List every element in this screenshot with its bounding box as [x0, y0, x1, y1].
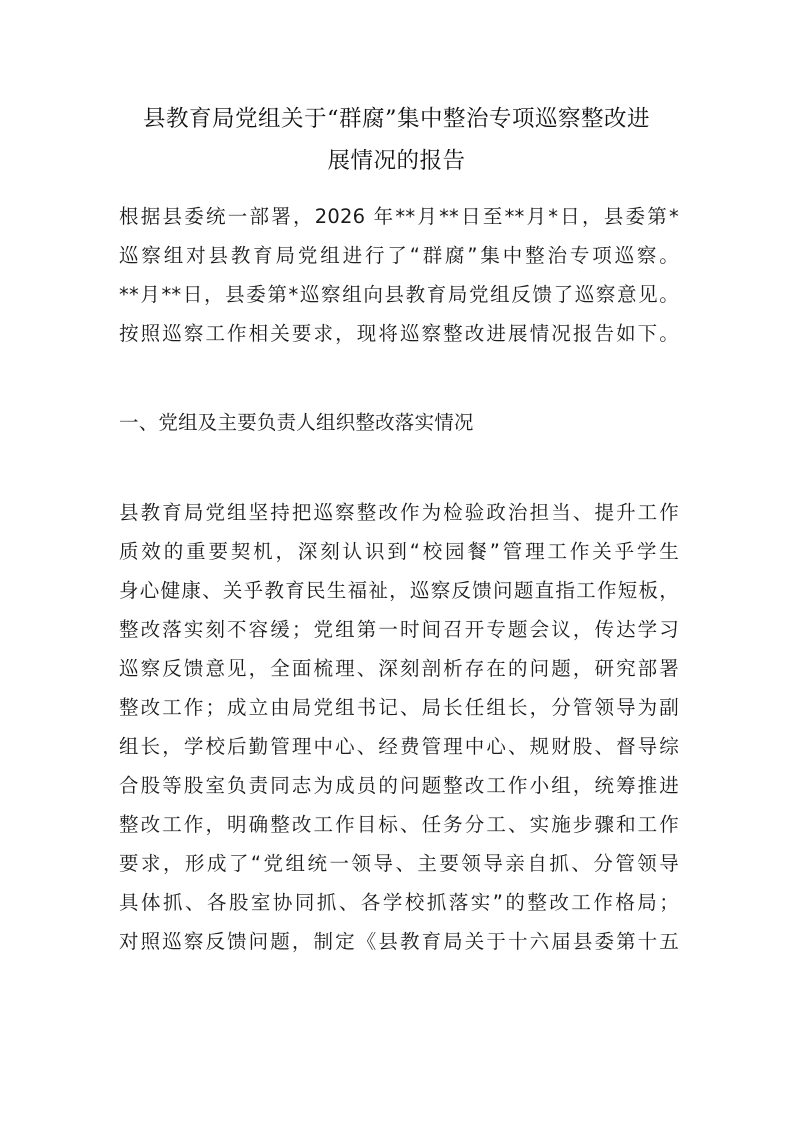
body-line: 具体抓、各股室协同抓、各学校抓落实”的整改工作格局；	[119, 891, 679, 914]
body-line: 身心健康、关乎教育民生福祉，巡察反馈问题直指工作短板，	[119, 579, 679, 602]
body-line: 整改工作；成立由局党组书记、局长任组长，分管领导为副	[119, 696, 679, 719]
intro-line: **月**日，县委第*巡察组向县教育局党组反馈了巡察意见。	[119, 283, 679, 306]
intro-line: 按照巡察工作相关要求，现将巡察整改进展情况报告如下。	[119, 322, 679, 345]
intro-line: 根据县委统一部署，2026 年**月**日至**月*日，县委第*	[119, 205, 679, 228]
body-line: 整改工作，明确整改工作目标、任务分工、实施步骤和工作	[119, 813, 679, 836]
body-line: 巡察反馈意见，全面梳理、深刻剖析存在的问题，研究部署	[119, 657, 679, 680]
body-line: 县教育局党组坚持把巡察整改作为检验政治担当、提升工作	[119, 501, 679, 524]
body-line: 整改落实刻不容缓；党组第一时间召开专题会议，传达学习	[119, 618, 679, 641]
body-line: 质效的重要契机，深刻认识到“校园餐”管理工作关乎学生	[119, 540, 679, 563]
body-line: 合股等股室负责同志为成员的问题整改工作小组，统筹推进	[119, 774, 679, 797]
intro-line: 巡察组对县教育局党组进行了“群腐”集中整治专项巡察。	[119, 244, 679, 267]
document-title-line-2: 展情况的报告	[327, 148, 466, 174]
document-title-line-1: 县教育局党组关于“群腐”集中整治专项巡察整改进	[142, 106, 650, 132]
body-line: 对照巡察反馈问题，制定《县教育局关于十六届县委第十五	[119, 930, 679, 953]
section-heading: 一、党组及主要负责人组织整改落实情况	[119, 411, 474, 434]
body-line: 组长，学校后勤管理中心、经费管理中心、规财股、督导综	[119, 735, 679, 758]
body-line: 要求，形成了“党组统一领导、主要领导亲自抓、分管领导	[119, 852, 679, 875]
